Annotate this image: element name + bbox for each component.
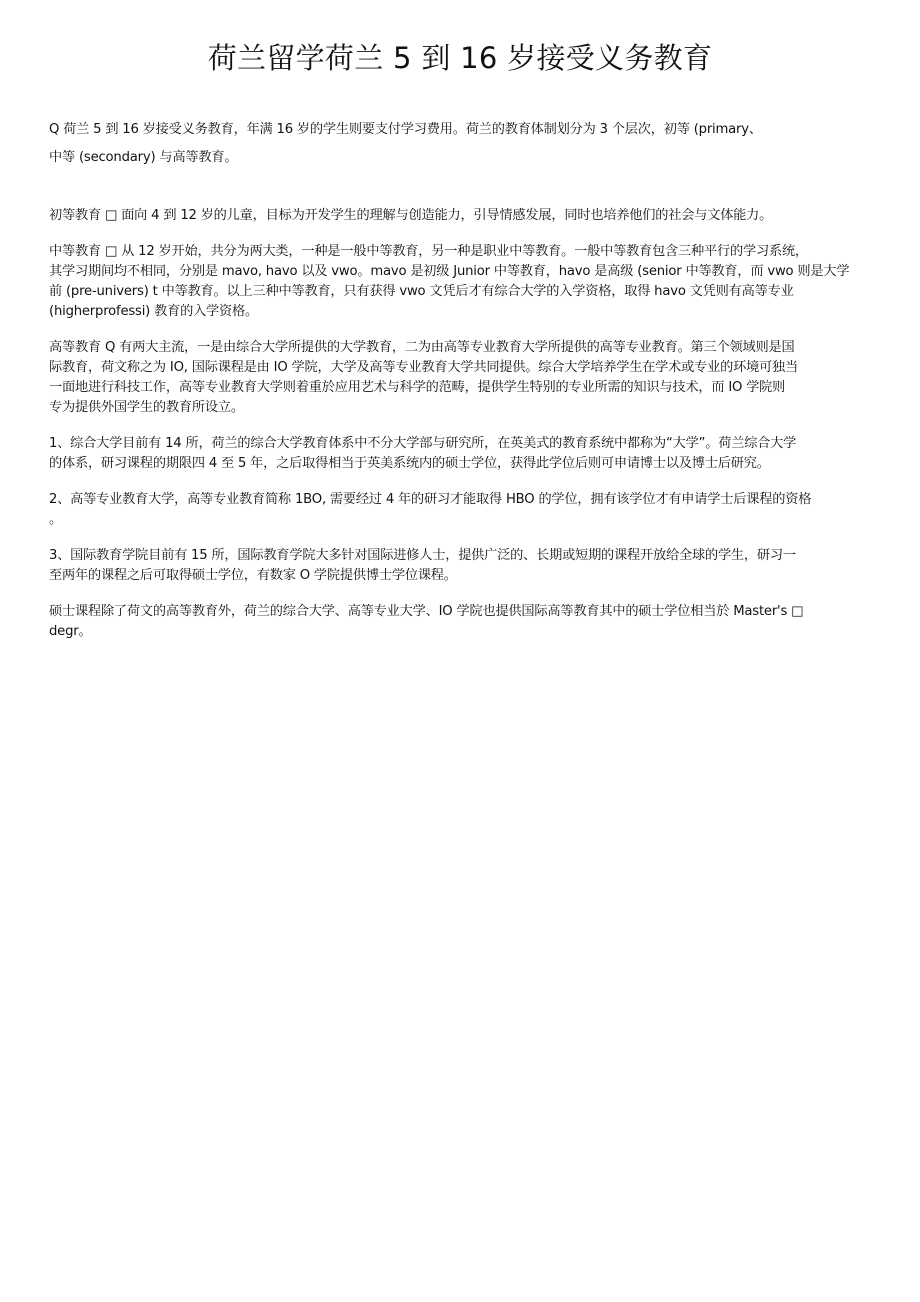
paragraph-list-item-2 xyxy=(49,490,877,530)
text-line: 中等 (secondary) 与高等教育。 xyxy=(49,150,238,165)
text-line: 。 xyxy=(49,512,62,527)
text-line: Q 荷兰 5 到 16 岁接受义务教育，年满 16 岁的学生则要支付学习费用。荷兰的教育体制划分为 3 个层次，初等 (primary、 xyxy=(49,122,762,137)
text-line: 其学习期间均不相同，分别是 mavo, havo 以及 vwo。mavo 是初级 Junior 中等教育，havo 是高级 (senior 中等教育，而 vwo 则是大学 xyxy=(49,264,850,279)
paragraph-master-degree xyxy=(49,602,877,642)
text-line: 初等教育 □ 面向 4 到 12 岁的儿童，目标为开发学生的理解与创造能力，引导情感发展，同时也培养他们的社会与文体能力。 xyxy=(49,208,773,223)
paragraph-secondary-education xyxy=(49,242,877,322)
text-line: 前 (pre-univers) t 中等教育。以上三种中等教育，只有获得 vwo 文凭后才有综合大学的入学资格，取得 havo 文凭则有高等专业 xyxy=(49,284,794,299)
document-title: 荷兰留学荷兰 5 到 16 岁接受义务教育 xyxy=(207,41,713,75)
paragraph-primary-education xyxy=(49,206,877,226)
text-line: 的体系，研习课程的期限四 4 至 5 年，之后取得相当于英美系统内的硕士学位，获得此学位后则可申请博士以及博士后研究。 xyxy=(49,456,770,471)
text-line: 中等教育 □ 从 12 岁开始，共分为两大类，一种是一般中等教育，另一种是职业中等教育。一般中等教育包含三种平行的学习系统， xyxy=(49,244,808,259)
text-line: 高等教育 Q 有两大主流，一是由综合大学所提供的大学教育，二为由高等专业教育大学所提供的高等专业教育。第三个领域则是国 xyxy=(49,340,795,355)
text-line: 1、综合大学目前有 14 所，荷兰的综合大学教育体系中不分大学部与研究所，在英美式的教育系统中都称为“大学”。荷兰综合大学 xyxy=(49,436,797,451)
text-line: 硕士课程除了荷文的高等教育外，荷兰的综合大学、高等专业大学、IO 学院也提供国际高等教育其中的硕士学位相当於 Master's □ xyxy=(49,604,804,619)
paragraph-list-item-1 xyxy=(49,434,877,474)
text-line: 一面地进行科技工作，高等专业教育大学则着重於应用艺术与科学的范畴，提供学生特别的专业所需的知识与技术，而 IO 学院则 xyxy=(49,380,786,395)
paragraph-list-item-3 xyxy=(49,546,877,586)
document-body xyxy=(49,116,877,642)
text-line: (higherprofessi) 教育的入学资格。 xyxy=(49,304,258,319)
paragraph-higher-education xyxy=(49,338,877,418)
text-line: 3、国际教育学院目前有 15 所，国际教育学院大多针对国际进修人士，提供广泛的、长期或短期的课程开放给全球的学生，研习一 xyxy=(49,548,796,563)
paragraph-intro xyxy=(49,116,877,172)
text-line: 至两年的课程之后可取得硕士学位，有数家 O 学院提供博士学位课程。 xyxy=(49,568,457,583)
text-line: 际教育，荷文称之为 IO, 国际课程是由 IO 学院，大学及高等专业教育大学共同提供。综合大学培养学生在学术或专业的环境可独当 xyxy=(49,360,799,375)
text-line: degr。 xyxy=(49,624,92,639)
text-line: 专为提供外国学生的教育所设立。 xyxy=(49,400,244,415)
text-line: 2、高等专业教育大学，高等专业教育简称 1BO, 需要经过 4 年的研习才能取得 HBO 的学位，拥有该学位才有申请学士后课程的资格 xyxy=(49,492,812,507)
